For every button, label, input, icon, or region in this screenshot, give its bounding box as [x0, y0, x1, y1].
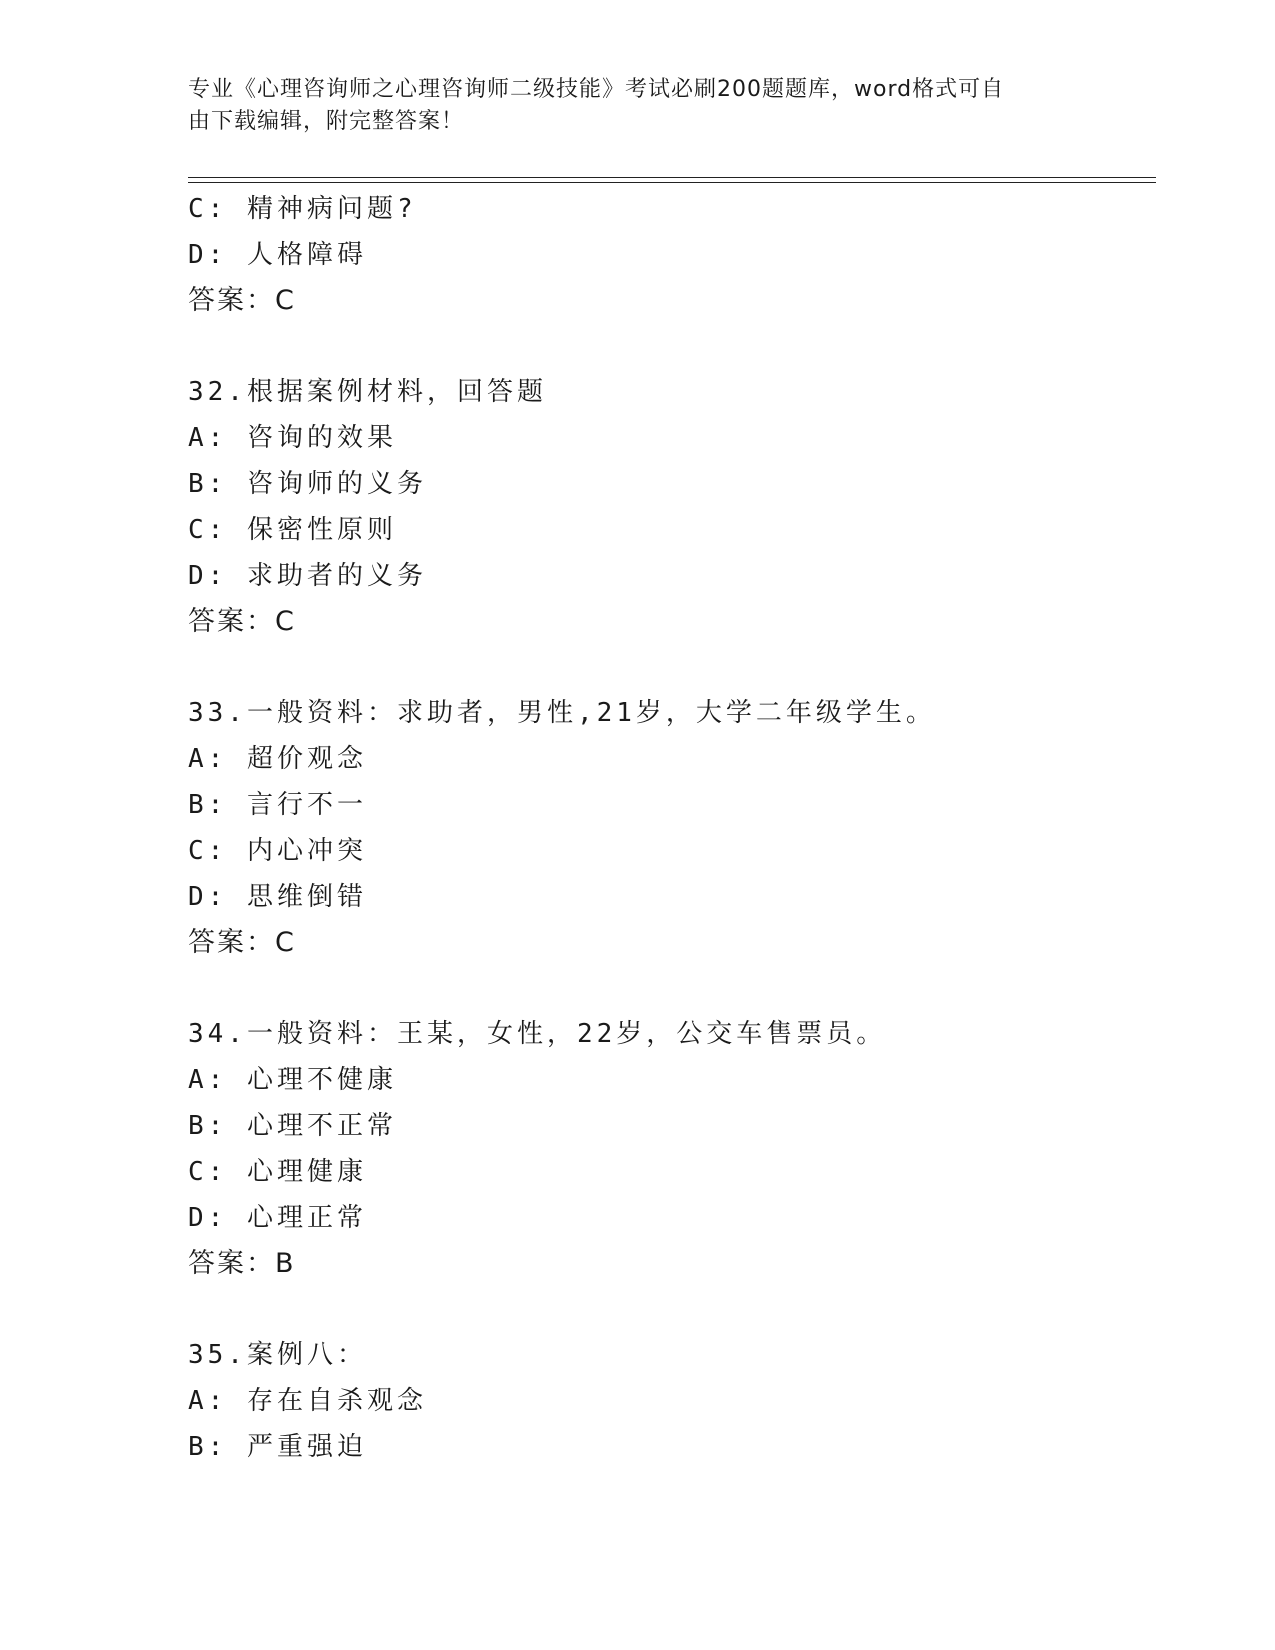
question-block — [188, 690, 1148, 966]
option-a: A: 超价观念 — [188, 744, 367, 774]
question-text: 34.一般资料：王某，女性，22岁，公交车售票员。 — [188, 1019, 887, 1049]
option-d: D: 思维倒错 — [188, 882, 367, 912]
option-b: B: 言行不一 — [188, 790, 367, 820]
question-text: 32.根据案例材料，回答题 — [188, 377, 547, 407]
header-divider-top — [188, 177, 1156, 178]
document-header — [188, 74, 1088, 138]
option-d: D: 心理正常 — [188, 1203, 367, 1233]
option-c: C: 精神病问题? — [188, 194, 417, 224]
option-b: B: 咨询师的义务 — [188, 469, 427, 499]
question-block — [188, 1011, 1148, 1287]
question-list — [188, 186, 1148, 1470]
answer-text: 答案：B — [188, 1248, 296, 1279]
answer-text: 答案：C — [188, 606, 296, 637]
question-block — [188, 369, 1148, 645]
option-d: D: 求助者的义务 — [188, 561, 427, 591]
option-a: A: 咨询的效果 — [188, 423, 397, 453]
option-c: C: 心理健康 — [188, 1157, 367, 1187]
option-a: A: 存在自杀观念 — [188, 1386, 427, 1416]
header-line-2: 由下载编辑，附完整答案！ — [188, 109, 465, 134]
question-text: 35.案例八： — [188, 1340, 367, 1370]
option-d: D: 人格障碍 — [188, 240, 367, 270]
question-text: 33.一般资料：求助者，男性,21岁，大学二年级学生。 — [188, 698, 936, 728]
answer-text: 答案：C — [188, 285, 296, 316]
option-b: B: 严重强迫 — [188, 1432, 367, 1462]
option-c: C: 保密性原则 — [188, 515, 397, 545]
option-b: B: 心理不正常 — [188, 1111, 397, 1141]
option-a: A: 心理不健康 — [188, 1065, 397, 1095]
answer-text: 答案：C — [188, 927, 296, 958]
header-divider-bottom — [188, 182, 1156, 183]
header-line-1: 专业《心理咨询师之心理咨询师二级技能》考试必刷200题题库，word格式可自 — [188, 77, 1005, 102]
option-c: C: 内心冲突 — [188, 836, 367, 866]
question-block — [188, 1332, 1148, 1470]
question-block — [188, 186, 1148, 324]
